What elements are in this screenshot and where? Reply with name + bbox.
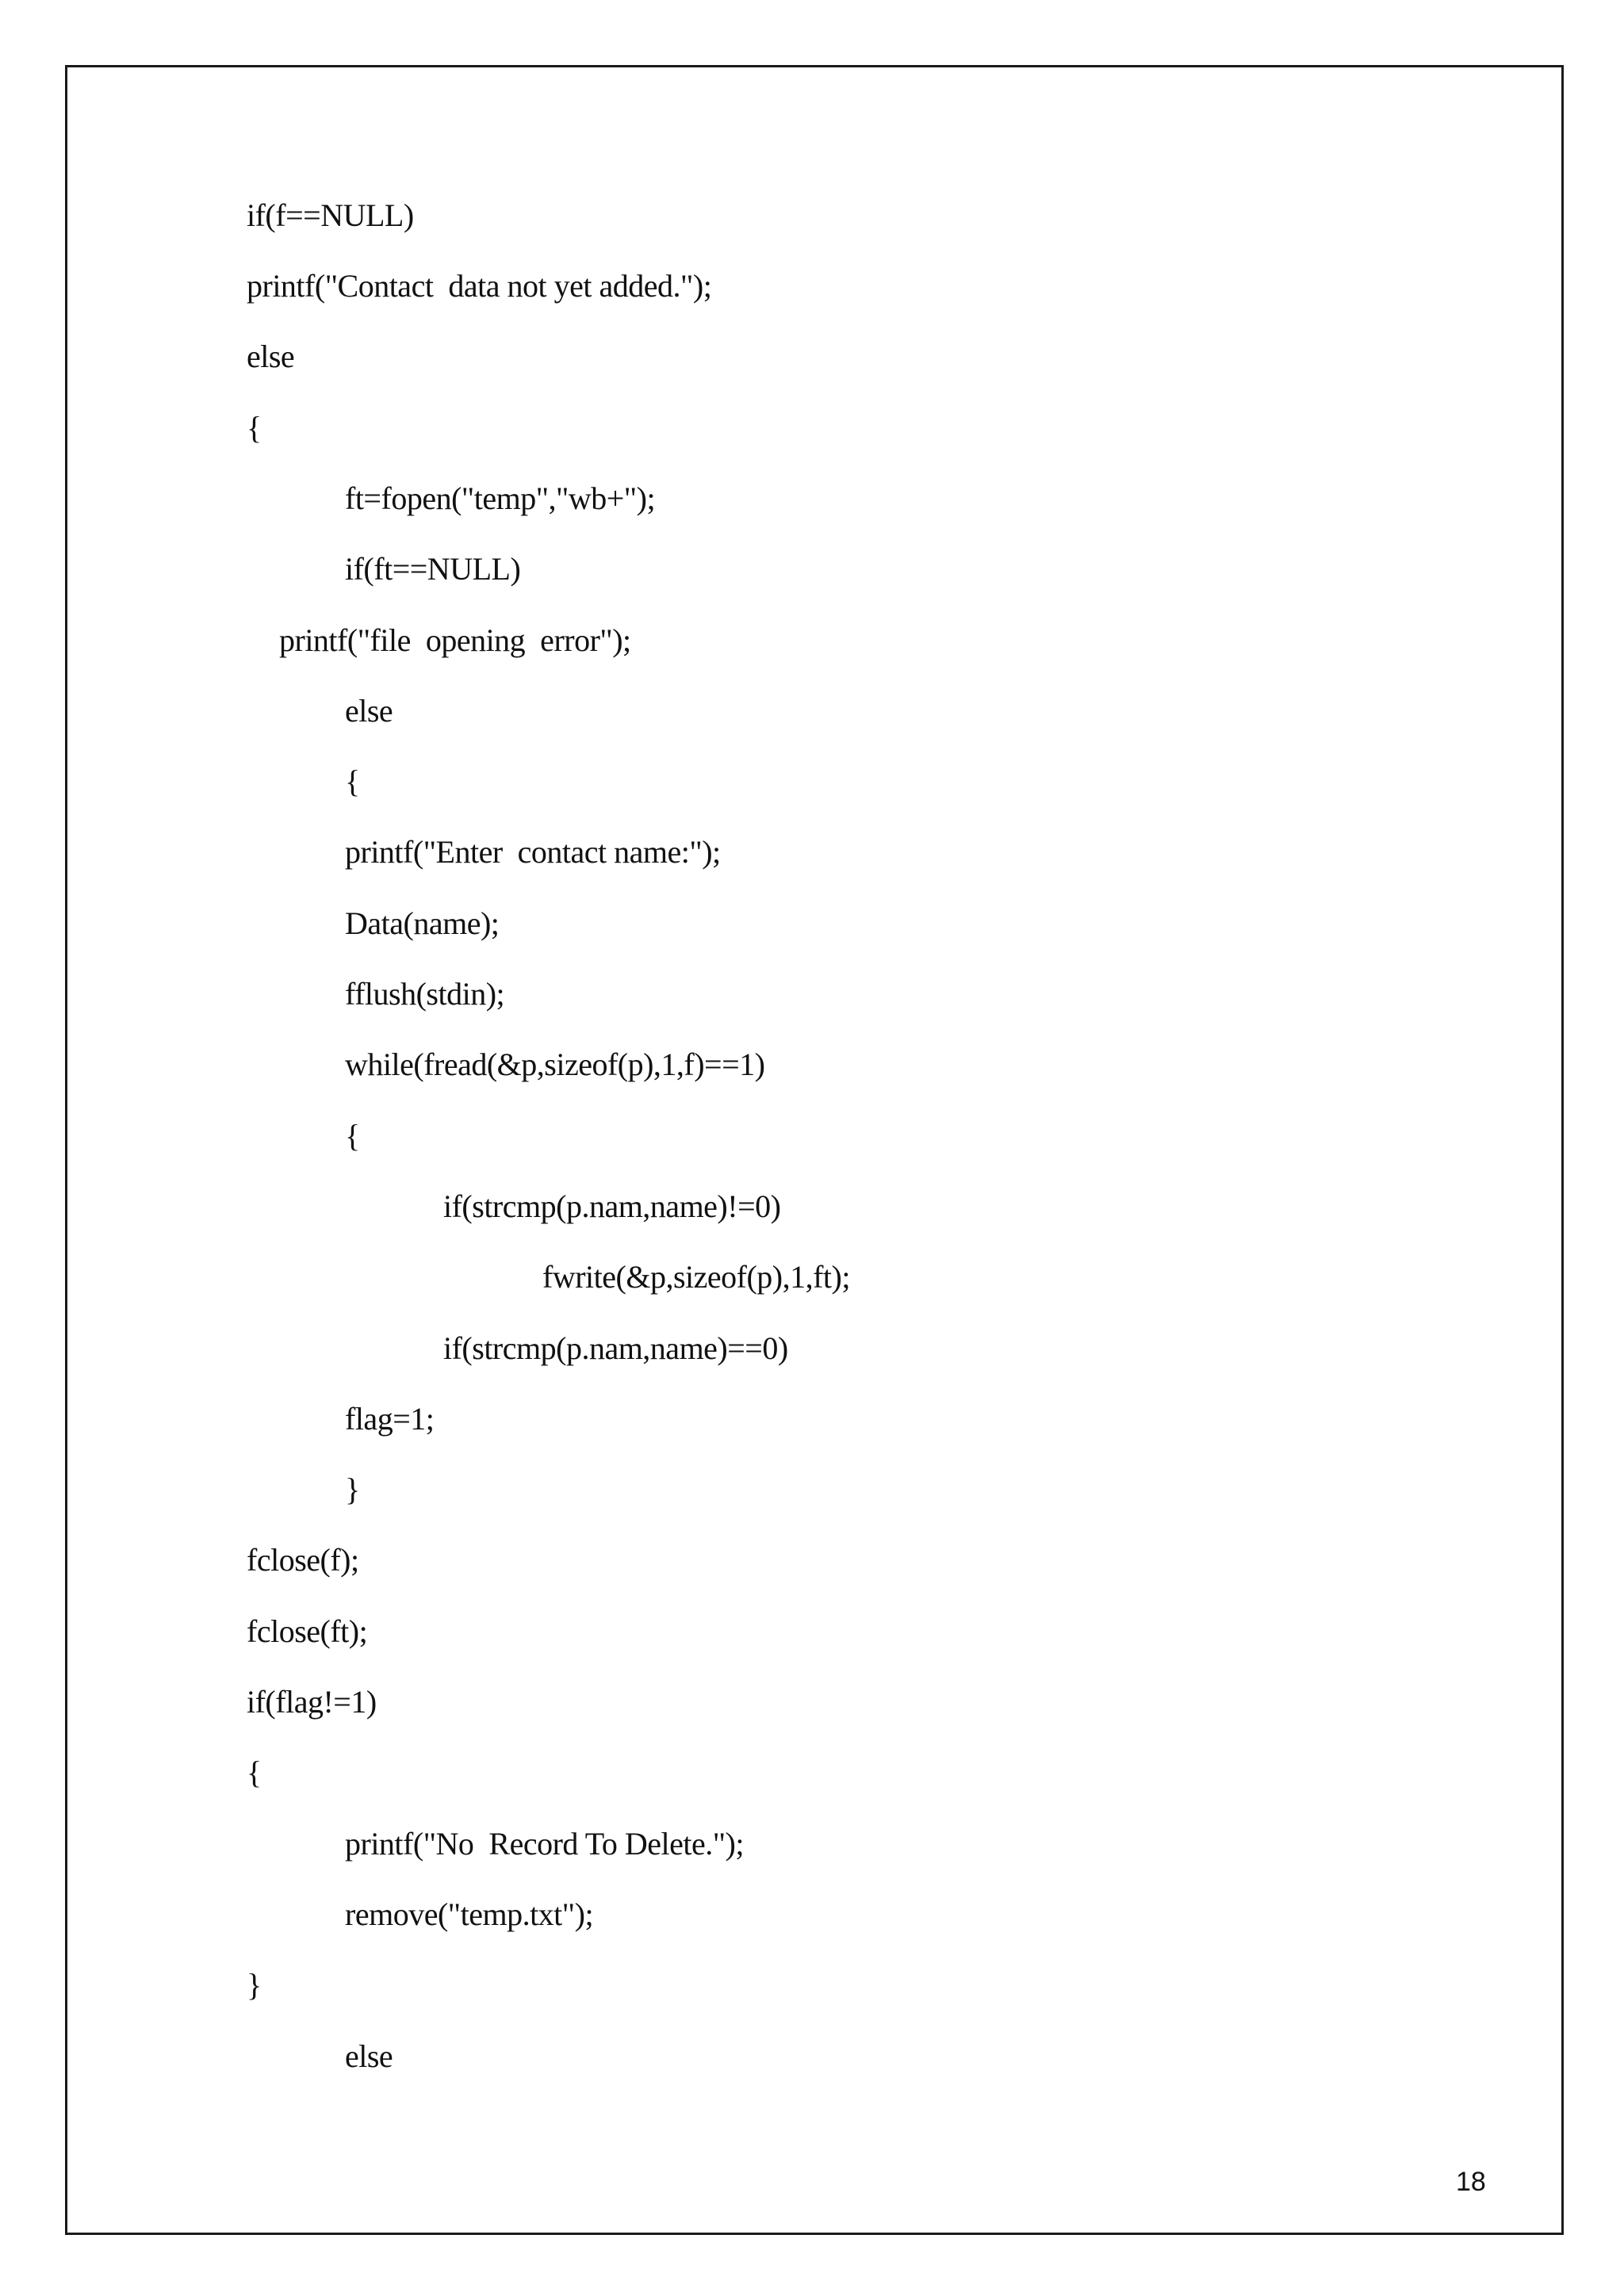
code-line-7: printf("file opening error"); (279, 622, 631, 658)
code-line-22: if(flag!=1) (247, 1684, 377, 1720)
code-line-3: else (247, 339, 295, 374)
code-line-26: } (247, 1967, 262, 2003)
page-number: 18 (1456, 2167, 1486, 2197)
code-line-11: Data(name); (345, 905, 500, 941)
code-line-15: if(strcmp(p.nam,name)!=0) (443, 1188, 781, 1224)
code-line-19: } (345, 1471, 360, 1507)
code-line-9: { (345, 763, 360, 799)
code-line-25: remove("temp.txt"); (345, 1896, 594, 1932)
code-line-24: printf("No Record To Delete."); (345, 1826, 744, 1862)
code-line-4: { (247, 410, 262, 446)
code-line-1: if(f==NULL) (247, 197, 414, 233)
code-line-8: else (345, 693, 393, 729)
code-line-5: ft=fopen("temp","wb+"); (345, 480, 656, 516)
code-line-20: fclose(f); (247, 1542, 359, 1578)
code-line-17: if(strcmp(p.nam,name)==0) (443, 1330, 788, 1366)
code-line-23: { (247, 1755, 262, 1790)
code-line-16: fwrite(&p,sizeof(p),1,ft); (542, 1259, 850, 1295)
code-line-27: else (345, 2038, 393, 2074)
code-line-10: printf("Enter contact name:"); (345, 834, 721, 870)
code-line-14: { (345, 1118, 360, 1154)
code-line-13: while(fread(&p,sizeof(p),1,f)==1) (345, 1047, 765, 1082)
code-line-12: fflush(stdin); (345, 976, 505, 1012)
code-line-2: printf("Contact data not yet added."); (247, 268, 712, 304)
code-line-18: flag=1; (345, 1401, 435, 1437)
code-line-21: fclose(ft); (247, 1613, 368, 1649)
code-line-6: if(ft==NULL) (345, 551, 521, 587)
